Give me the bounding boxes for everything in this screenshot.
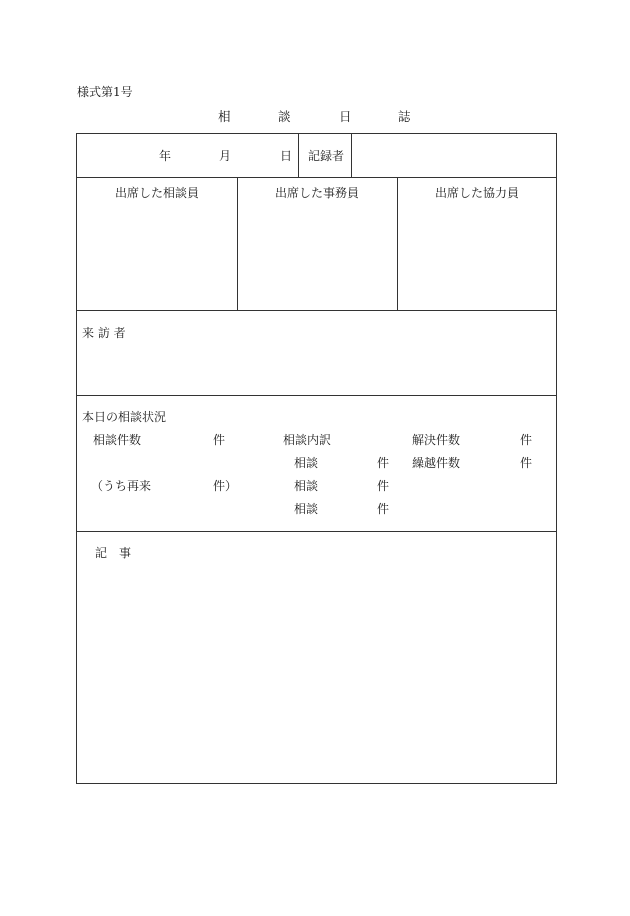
resolved-label: 解決件数 xyxy=(412,433,461,447)
column-divider xyxy=(298,134,299,177)
consult-count-label: 相談件数 xyxy=(93,433,142,447)
visitors-label: 来 訪 者 xyxy=(82,326,126,340)
notes-label: 記 事 xyxy=(95,546,132,560)
column-divider xyxy=(397,177,398,310)
row-divider xyxy=(77,177,556,178)
status-heading: 本日の相談状況 xyxy=(82,410,167,424)
row-divider xyxy=(77,395,556,396)
breakdown-row-label: 相談 xyxy=(294,479,319,493)
repeat-visit-unit: 件） xyxy=(213,479,238,493)
carried-label: 繰越件数 xyxy=(412,456,461,470)
counselors-attended-label: 出席した相談員 xyxy=(115,186,200,200)
breakdown-row-unit: 件 xyxy=(377,456,390,470)
breakdown-row-unit: 件 xyxy=(377,502,390,516)
title-char-3: 日 xyxy=(339,109,352,124)
column-divider xyxy=(351,134,352,177)
year-label: 年 xyxy=(159,149,172,163)
title-char-1: 相 xyxy=(218,109,231,124)
recorder-label: 記録者 xyxy=(308,149,345,163)
cooperators-attended-label: 出席した協力員 xyxy=(435,186,520,200)
title-char-2: 談 xyxy=(278,109,291,124)
log-form-table xyxy=(76,133,557,784)
title-char-4: 誌 xyxy=(398,109,411,124)
breakdown-row-label: 相談 xyxy=(294,502,319,516)
clerks-attended-label: 出席した事務員 xyxy=(275,186,360,200)
day-label: 日 xyxy=(280,149,293,163)
repeat-visit-label: （うち再来 xyxy=(91,479,152,493)
form-number: 様式第1号 xyxy=(77,85,133,99)
month-label: 月 xyxy=(219,149,232,163)
resolved-unit: 件 xyxy=(520,433,533,447)
column-divider xyxy=(237,177,238,310)
carried-unit: 件 xyxy=(520,456,533,470)
breakdown-row-label: 相談 xyxy=(294,456,319,470)
consult-count-unit: 件 xyxy=(213,433,226,447)
row-divider xyxy=(77,310,556,311)
breakdown-label: 相談内訳 xyxy=(283,433,332,447)
row-divider xyxy=(77,531,556,532)
breakdown-row-unit: 件 xyxy=(377,479,390,493)
